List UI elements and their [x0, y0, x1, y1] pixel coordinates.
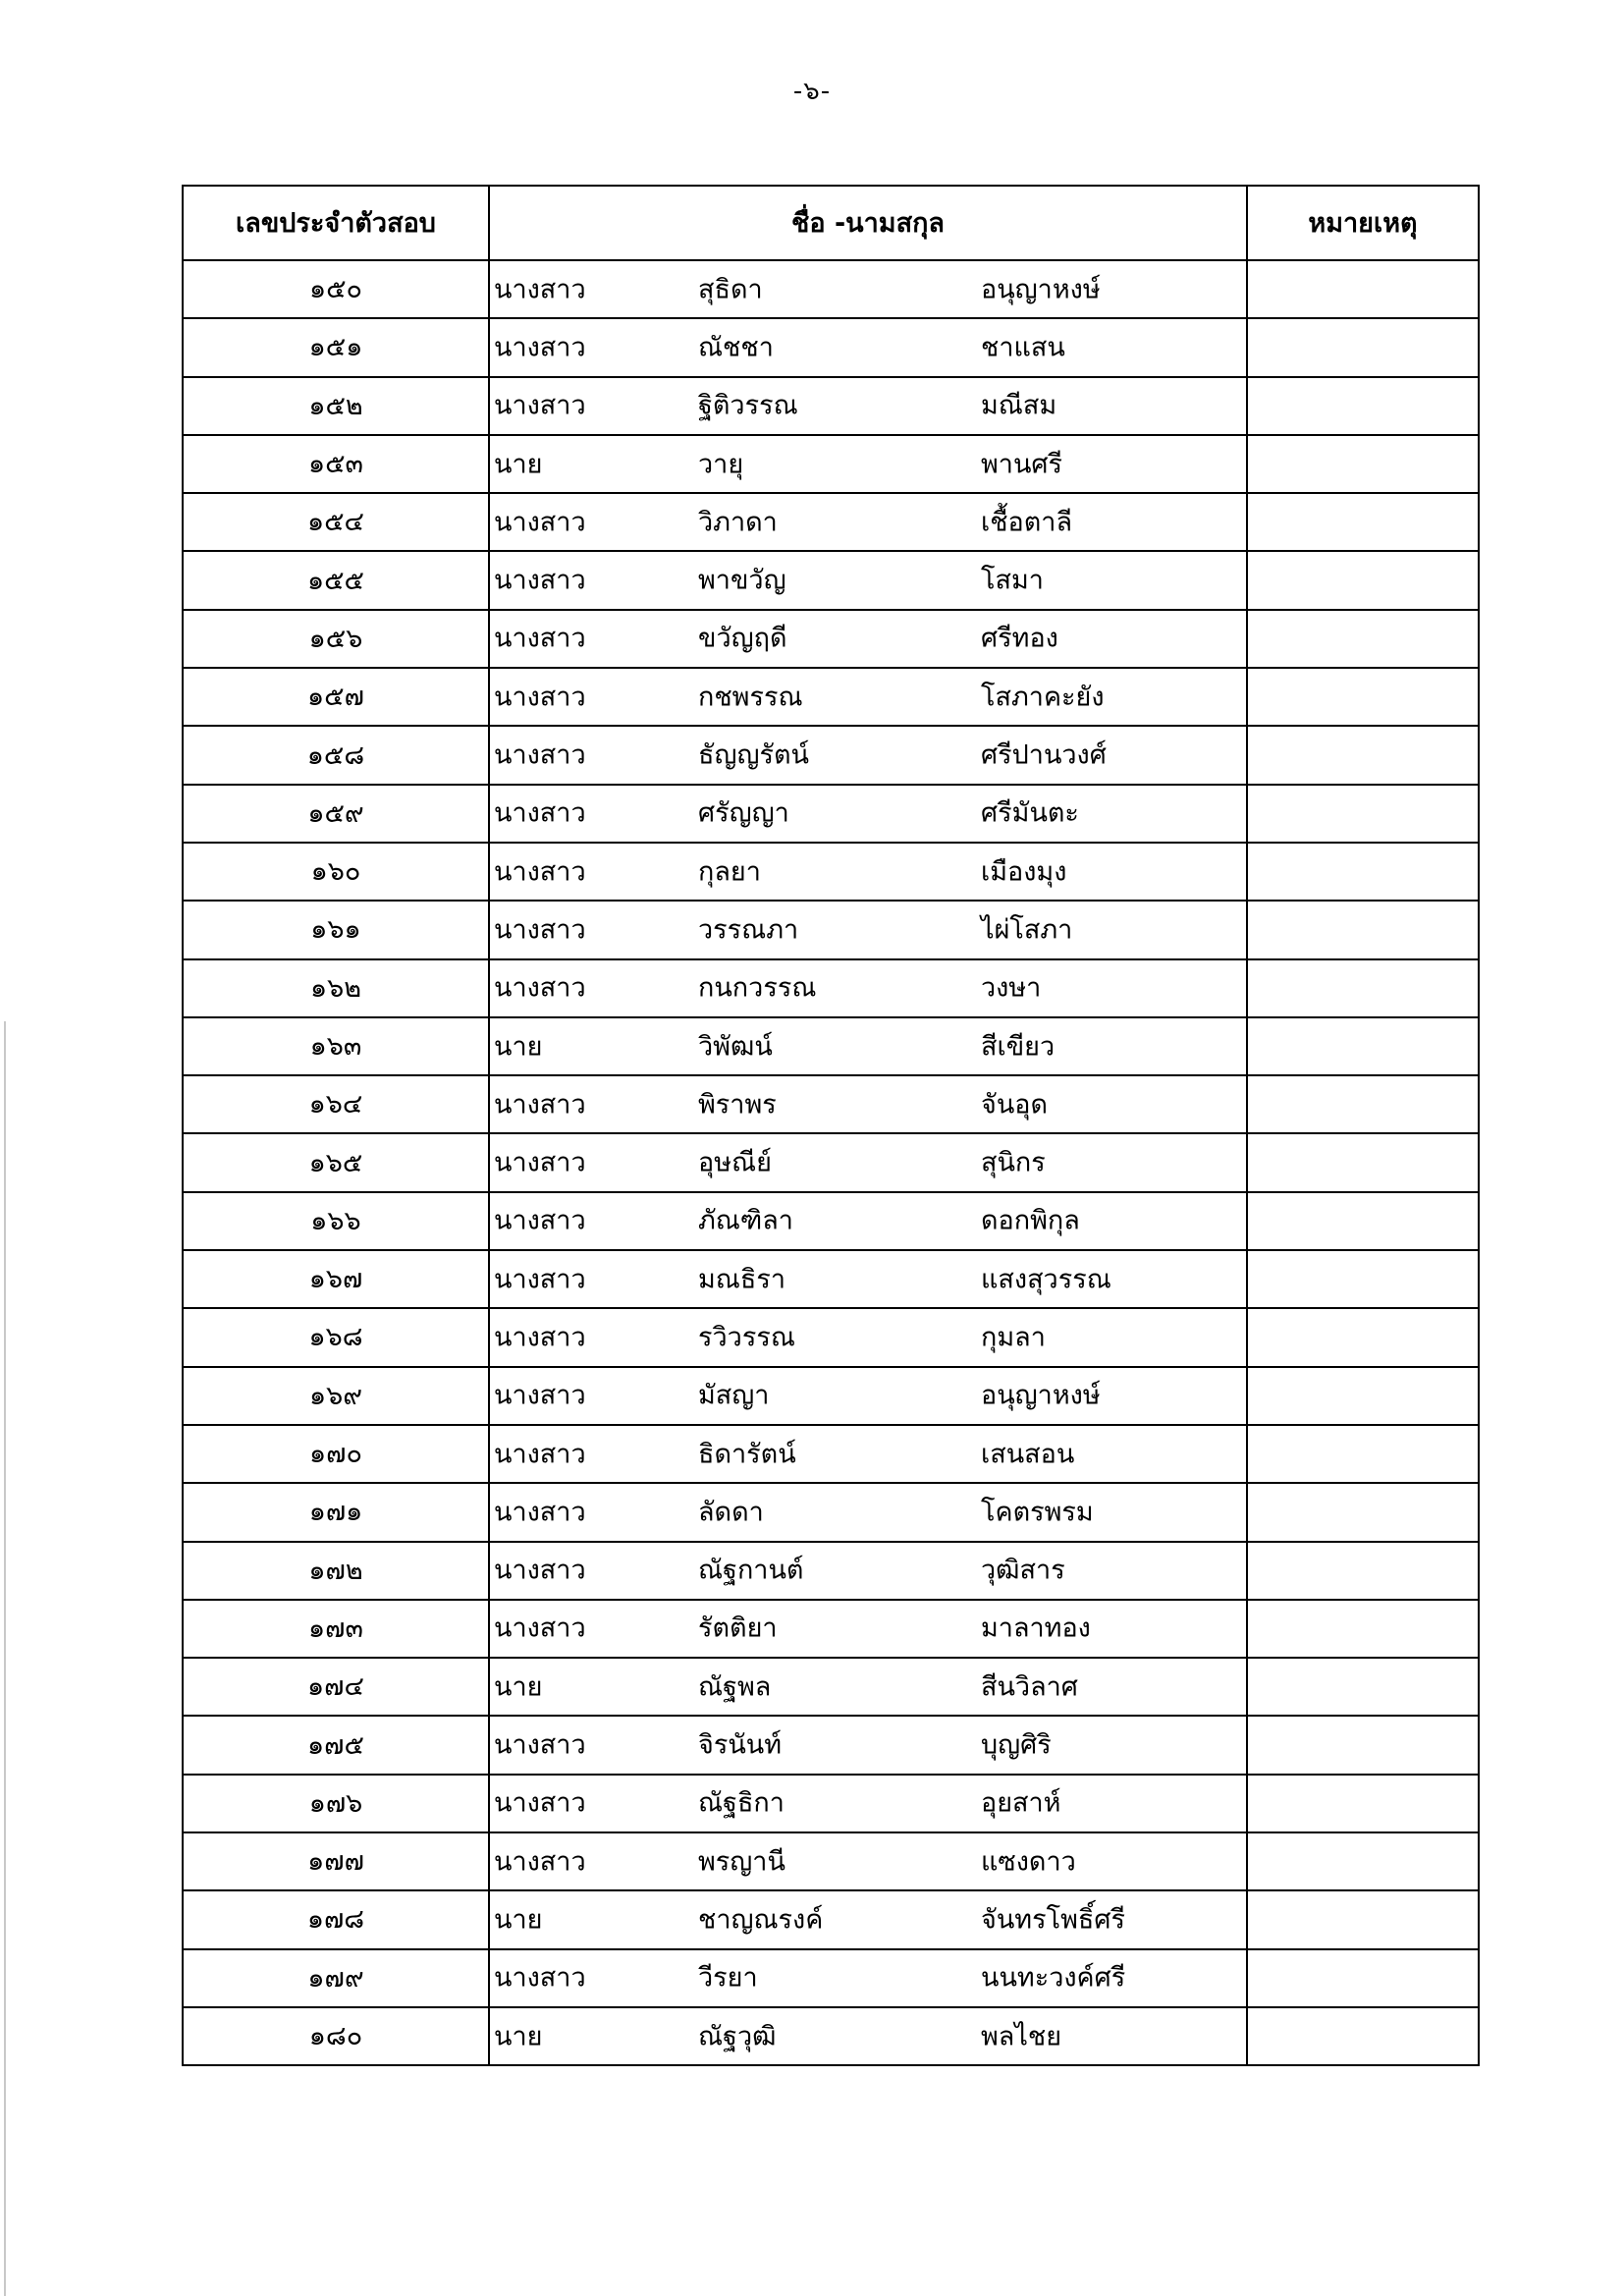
first-name: วีรยา: [698, 1962, 758, 1994]
last-name: โสมา: [981, 565, 1044, 596]
remarks-cell: [1247, 377, 1479, 435]
full-name-cell: [489, 1658, 1247, 1716]
first-name: ณัฐกานต์: [698, 1555, 804, 1586]
exam-id-cell: ๑๗๖: [183, 1775, 489, 1832]
page-number: -๖-: [792, 77, 832, 106]
name-title: นาย: [494, 449, 543, 480]
name-title: นาย: [494, 1671, 543, 1703]
name-title: นางสาว: [494, 1205, 586, 1236]
last-name: ศรีมันตะ: [981, 797, 1079, 829]
first-name: มณธิรา: [698, 1264, 785, 1295]
name-title: นางสาว: [494, 739, 586, 771]
last-name: จันอุด: [981, 1089, 1049, 1121]
table-row: [183, 1308, 1479, 1366]
full-name-cell: [489, 377, 1247, 435]
full-name-cell: [489, 1133, 1247, 1191]
full-name-cell: [489, 1542, 1247, 1600]
last-name: ไผ่โสภา: [981, 914, 1073, 946]
last-name: อนุญาหงษ์: [981, 1380, 1101, 1411]
table-row: [183, 1949, 1479, 2007]
exam-id-cell: ๑๗๔: [183, 1658, 489, 1716]
exam-id-cell: ๑๕๔: [183, 493, 489, 551]
full-name-cell: [489, 435, 1247, 493]
name-title: นางสาว: [494, 1089, 586, 1121]
full-name-cell: [489, 1600, 1247, 1658]
table-row: [183, 493, 1479, 551]
exam-id-cell: ๑๖๙: [183, 1367, 489, 1425]
table-row: [183, 318, 1479, 376]
first-name: ณัฐธิกา: [698, 1787, 785, 1819]
first-name: กุลยา: [698, 856, 761, 888]
first-name: ธัญญรัตน์: [698, 739, 809, 771]
last-name: จันทรโพธิ์ศรี: [981, 1904, 1125, 1936]
remarks-cell: [1247, 493, 1479, 551]
name-title: นางสาว: [494, 1962, 586, 1994]
name-title: นาย: [494, 1031, 543, 1062]
remarks-cell: [1247, 726, 1479, 784]
last-name: ศรีทอง: [981, 623, 1058, 654]
full-name-cell: [489, 1308, 1247, 1366]
last-name: สุนิกร: [981, 1147, 1046, 1178]
name-title: นางสาว: [494, 682, 586, 713]
exam-id-cell: ๑๕๙: [183, 785, 489, 843]
exam-id-cell: ๑๕๗: [183, 668, 489, 726]
first-name: วิพัฒน์: [698, 1031, 773, 1062]
exam-id-cell: ๑๗๘: [183, 1890, 489, 1948]
full-name-cell: [489, 1250, 1247, 1308]
first-name: รวิวรรณ: [698, 1322, 795, 1353]
full-name-cell: [489, 318, 1247, 376]
last-name: เมืองมุง: [981, 856, 1067, 888]
table-row: [183, 610, 1479, 668]
first-name: วรรณภา: [698, 914, 799, 946]
table-row: [183, 260, 1479, 318]
full-name-cell: [489, 551, 1247, 609]
remarks-cell: [1247, 1775, 1479, 1832]
table-row: [183, 959, 1479, 1017]
remarks-cell: [1247, 1425, 1479, 1483]
remarks-cell: [1247, 1658, 1479, 1716]
remarks-cell: [1247, 1017, 1479, 1075]
remarks-cell: [1247, 1600, 1479, 1658]
full-name-cell: [489, 2007, 1247, 2065]
table-row: [183, 1367, 1479, 1425]
first-name: อุษณีย์: [698, 1147, 772, 1178]
remarks-cell: [1247, 843, 1479, 901]
table-row: [183, 1075, 1479, 1133]
first-name: กชพรรณ: [698, 682, 803, 713]
exam-id-cell: ๑๖๓: [183, 1017, 489, 1075]
name-title: นางสาว: [494, 390, 586, 421]
table-row: [183, 1716, 1479, 1774]
full-name-cell: [489, 901, 1247, 958]
exam-id-cell: ๑๖๖: [183, 1192, 489, 1250]
table-row: [183, 1600, 1479, 1658]
exam-id-cell: ๑๗๐: [183, 1425, 489, 1483]
remarks-cell: [1247, 2007, 1479, 2065]
first-name: ธิดารัตน์: [698, 1439, 796, 1470]
last-name: พานศรี: [981, 449, 1063, 480]
name-title: นางสาว: [494, 1380, 586, 1411]
exam-id-cell: ๑๖๔: [183, 1075, 489, 1133]
remarks-cell: [1247, 610, 1479, 668]
full-name-cell: [489, 726, 1247, 784]
full-name-cell: [489, 1775, 1247, 1832]
exam-id-cell: ๑๕๖: [183, 610, 489, 668]
remarks-cell: [1247, 901, 1479, 958]
name-title: นางสาว: [494, 274, 586, 305]
remarks-cell: [1247, 1367, 1479, 1425]
name-title: นางสาว: [494, 1787, 586, 1819]
last-name: ศรีปานวงศ์: [981, 739, 1107, 771]
first-name: ขวัญฤดี: [698, 623, 787, 654]
table-header-row: [183, 186, 1479, 260]
exam-id-cell: ๑๘๐: [183, 2007, 489, 2065]
name-title: นางสาว: [494, 1264, 586, 1295]
full-name-cell: [489, 1075, 1247, 1133]
table-row: [183, 551, 1479, 609]
last-name: กุมลา: [981, 1322, 1046, 1353]
table-row: [183, 1890, 1479, 1948]
name-title: นางสาว: [494, 1439, 586, 1470]
last-name: สีเขียว: [981, 1031, 1056, 1062]
name-title: นาย: [494, 1904, 543, 1936]
last-name: นนทะวงค์ศรี: [981, 1962, 1126, 1994]
last-name: วุฒิสาร: [981, 1555, 1065, 1586]
last-name: มณีสม: [981, 390, 1057, 421]
exam-id-cell: ๑๕๕: [183, 551, 489, 609]
remarks-cell: [1247, 551, 1479, 609]
first-name: ณัชชา: [698, 332, 774, 363]
remarks-cell: [1247, 1716, 1479, 1774]
full-name-cell: [489, 668, 1247, 726]
table-row: [183, 435, 1479, 493]
first-name: วิภาดา: [698, 507, 778, 538]
header-exam-id: เลขประจำตัวสอบ: [183, 186, 489, 260]
first-name: กนกวรรณ: [698, 972, 817, 1004]
first-name: สุธิดา: [698, 274, 763, 305]
exam-id-cell: ๑๗๓: [183, 1600, 489, 1658]
table-row: [183, 668, 1479, 726]
exam-id-cell: ๑๖๘: [183, 1308, 489, 1366]
first-name: ณัฐพล: [698, 1671, 772, 1703]
header-remarks: หมายเหตุ: [1247, 186, 1479, 260]
first-name: พาขวัญ: [698, 565, 786, 596]
name-title: นาย: [494, 2021, 543, 2052]
last-name: แซงดาว: [981, 1846, 1076, 1878]
name-title: นางสาว: [494, 1147, 586, 1178]
last-name: สีนวิลาศ: [981, 1671, 1078, 1703]
last-name: วงษา: [981, 972, 1042, 1004]
name-title: นางสาว: [494, 1555, 586, 1586]
exam-id-cell: ๑๕๓: [183, 435, 489, 493]
full-name-cell: [489, 610, 1247, 668]
name-title: นางสาว: [494, 1613, 586, 1644]
remarks-cell: [1247, 1192, 1479, 1250]
remarks-cell: [1247, 1250, 1479, 1308]
header-full-name: ชื่อ -นามสกุล: [489, 186, 1247, 260]
table-row: [183, 1832, 1479, 1890]
table-row: [183, 2007, 1479, 2065]
name-title: นางสาว: [494, 623, 586, 654]
remarks-cell: [1247, 1483, 1479, 1541]
full-name-cell: [489, 1367, 1247, 1425]
exam-id-cell: ๑๗๗: [183, 1832, 489, 1890]
first-name: ลัดดา: [698, 1497, 764, 1528]
exam-id-cell: ๑๗๒: [183, 1542, 489, 1600]
name-title: นางสาว: [494, 1497, 586, 1528]
first-name: พิราพร: [698, 1089, 777, 1121]
table-row: [183, 1017, 1479, 1075]
exam-id-cell: ๑๕๐: [183, 260, 489, 318]
table-row: [183, 377, 1479, 435]
remarks-cell: [1247, 1075, 1479, 1133]
full-name-cell: [489, 1483, 1247, 1541]
last-name: แสงสุวรรณ: [981, 1264, 1111, 1295]
name-title: นางสาว: [494, 1729, 586, 1761]
exam-id-cell: ๑๗๕: [183, 1716, 489, 1774]
remarks-cell: [1247, 668, 1479, 726]
first-name: มัสญา: [698, 1380, 770, 1411]
first-name: พรญานี: [698, 1846, 785, 1878]
name-title: นางสาว: [494, 507, 586, 538]
table-row: [183, 726, 1479, 784]
name-title: นางสาว: [494, 332, 586, 363]
first-name: ณัฐวุฒิ: [698, 2021, 777, 2052]
table-row: [183, 1483, 1479, 1541]
table-row: [183, 1250, 1479, 1308]
first-name: รัตติยา: [698, 1613, 778, 1644]
scan-edge-line: [4, 1021, 6, 2296]
name-title: นางสาว: [494, 972, 586, 1004]
table-body: [183, 260, 1479, 2065]
full-name-cell: [489, 959, 1247, 1017]
remarks-cell: [1247, 260, 1479, 318]
last-name: บุญศิริ: [981, 1729, 1052, 1761]
table-row: [183, 1542, 1479, 1600]
remarks-cell: [1247, 318, 1479, 376]
remarks-cell: [1247, 1890, 1479, 1948]
full-name-cell: [489, 260, 1247, 318]
table-row: [183, 1192, 1479, 1250]
first-name: ฐิติวรรณ: [698, 390, 798, 421]
last-name: ชาแสน: [981, 332, 1065, 363]
first-name: ภัณฑิลา: [698, 1205, 793, 1236]
exam-id-cell: ๑๖๗: [183, 1250, 489, 1308]
name-title: นางสาว: [494, 797, 586, 829]
last-name: เชื้อตาลี: [981, 507, 1073, 538]
exam-id-cell: ๑๗๙: [183, 1949, 489, 2007]
table-row: [183, 901, 1479, 958]
last-name: โคตรพรม: [981, 1497, 1094, 1528]
exam-id-cell: ๑๖๒: [183, 959, 489, 1017]
remarks-cell: [1247, 785, 1479, 843]
exam-id-cell: ๑๖๕: [183, 1133, 489, 1191]
full-name-cell: [489, 1192, 1247, 1250]
exam-id-cell: ๑๗๑: [183, 1483, 489, 1541]
full-name-cell: [489, 843, 1247, 901]
exam-id-cell: ๑๖๑: [183, 901, 489, 958]
full-name-cell: [489, 1832, 1247, 1890]
full-name-cell: [489, 785, 1247, 843]
candidate-table: [182, 185, 1480, 2066]
name-title: นางสาว: [494, 1846, 586, 1878]
remarks-cell: [1247, 1832, 1479, 1890]
table-row: [183, 1133, 1479, 1191]
table-row: [183, 1425, 1479, 1483]
first-name: ศรัญญา: [698, 797, 789, 829]
full-name-cell: [489, 493, 1247, 551]
last-name: มาลาทอง: [981, 1613, 1091, 1644]
remarks-cell: [1247, 1308, 1479, 1366]
name-title: นางสาว: [494, 565, 586, 596]
table-row: [183, 843, 1479, 901]
name-title: นางสาว: [494, 1322, 586, 1353]
exam-id-cell: ๑๕๘: [183, 726, 489, 784]
table-row: [183, 1775, 1479, 1832]
name-title: นางสาว: [494, 856, 586, 888]
last-name: พลไชย: [981, 2021, 1062, 2052]
last-name: อุยสาห์: [981, 1787, 1061, 1819]
first-name: วายุ: [698, 449, 744, 480]
last-name: อนุญาหงษ์: [981, 274, 1101, 305]
exam-id-cell: ๑๕๑: [183, 318, 489, 376]
exam-id-cell: ๑๕๒: [183, 377, 489, 435]
table-row: [183, 785, 1479, 843]
remarks-cell: [1247, 959, 1479, 1017]
last-name: โสภาคะยัง: [981, 682, 1105, 713]
last-name: เสนสอน: [981, 1439, 1075, 1470]
remarks-cell: [1247, 435, 1479, 493]
full-name-cell: [489, 1017, 1247, 1075]
full-name-cell: [489, 1425, 1247, 1483]
table-row: [183, 1658, 1479, 1716]
exam-id-cell: ๑๖๐: [183, 843, 489, 901]
remarks-cell: [1247, 1949, 1479, 2007]
full-name-cell: [489, 1890, 1247, 1948]
remarks-cell: [1247, 1542, 1479, 1600]
full-name-cell: [489, 1949, 1247, 2007]
name-title: นางสาว: [494, 914, 586, 946]
last-name: ดอกพิกุล: [981, 1205, 1080, 1236]
first-name: ชาญณรงค์: [698, 1904, 824, 1936]
full-name-cell: [489, 1716, 1247, 1774]
first-name: จิรนันท์: [698, 1729, 783, 1761]
remarks-cell: [1247, 1133, 1479, 1191]
